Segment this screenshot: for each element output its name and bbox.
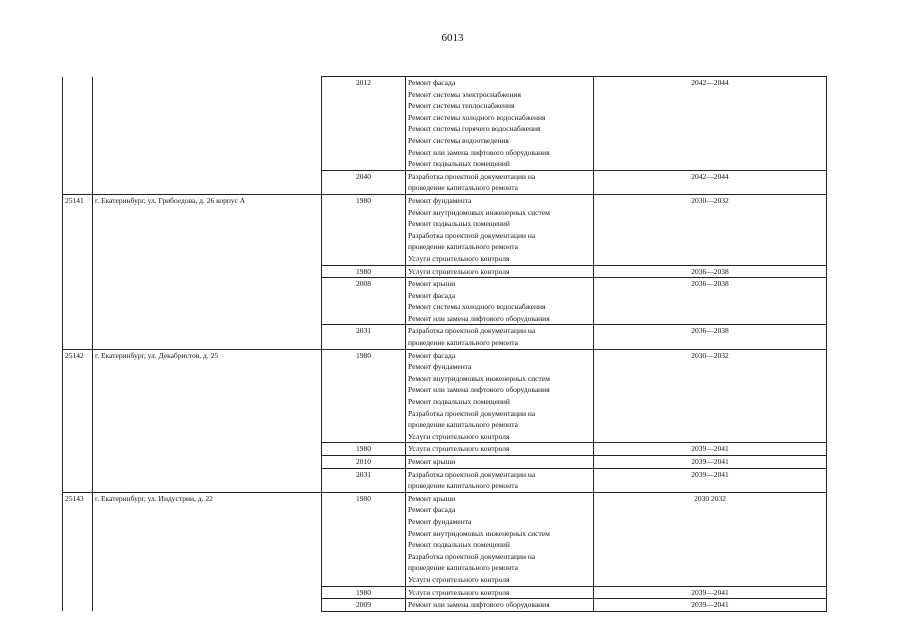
work-item: Ремонт системы горячего водоснабжения bbox=[408, 124, 541, 134]
address-cell bbox=[93, 77, 322, 171]
house-number-cell bbox=[63, 443, 93, 456]
work-item: проведение капитального ремонта bbox=[408, 563, 518, 573]
works-cell bbox=[406, 170, 594, 194]
year-cell: 2040 bbox=[322, 170, 406, 194]
address-cell bbox=[93, 468, 322, 492]
work-item: Разработка проектной документации на bbox=[408, 230, 536, 240]
year-cell: 2012 bbox=[322, 77, 406, 171]
period-cell: 2036—2038 bbox=[594, 325, 827, 349]
address-cell bbox=[93, 278, 322, 325]
works-cell bbox=[406, 77, 594, 171]
period-cell: 2039—2041 bbox=[594, 599, 827, 612]
table-row bbox=[63, 77, 827, 171]
address-cell: г. Екатеринбург, ул. Индустрии, д. 22 bbox=[93, 492, 322, 586]
work-item: Ремонт фасада bbox=[408, 290, 456, 300]
work-item: Ремонт системы теплоснабжения bbox=[408, 101, 515, 111]
work-item: Услуги строительного контроля bbox=[408, 574, 510, 584]
works-cell bbox=[406, 586, 594, 599]
work-item: Ремонт крыши bbox=[408, 493, 456, 503]
work-item: проведение капитального ремонта bbox=[408, 183, 518, 193]
period-cell: 2039—2041 bbox=[594, 586, 827, 599]
address-cell bbox=[93, 599, 322, 612]
works-cell bbox=[406, 265, 594, 278]
year-cell: 2009 bbox=[322, 599, 406, 612]
work-item: Разработка проектной документации на bbox=[408, 408, 536, 418]
work-item: Ремонт фасада bbox=[408, 350, 456, 360]
work-item: Ремонт или замена лифтового оборудования bbox=[408, 147, 550, 157]
work-item: Ремонт фундамента bbox=[408, 195, 472, 205]
table-row bbox=[63, 586, 827, 599]
address-cell bbox=[93, 586, 322, 599]
work-item: проведение капитального ремонта bbox=[408, 338, 518, 348]
house-number-cell: 25143 bbox=[63, 492, 93, 586]
work-item: Ремонт подвальных помещений bbox=[408, 397, 510, 407]
table-row bbox=[63, 468, 827, 492]
house-number-cell bbox=[63, 278, 93, 325]
address-cell bbox=[93, 443, 322, 456]
work-item: Ремонт или замена лифтового оборудования bbox=[408, 385, 550, 395]
work-item: Ремонт фундамента bbox=[408, 362, 472, 372]
period-cell: 2039—2041 bbox=[594, 468, 827, 492]
table-body bbox=[63, 77, 827, 612]
period-cell: 2039—2041 bbox=[594, 456, 827, 469]
work-item: Ремонт фундамента bbox=[408, 516, 472, 526]
address-cell bbox=[93, 265, 322, 278]
work-item: Ремонт системы электроснабжения bbox=[408, 89, 521, 99]
year-cell: 1980 bbox=[322, 265, 406, 278]
work-item: Ремонт подвальных помещений bbox=[408, 159, 510, 169]
work-item: Услуги строительного контроля bbox=[408, 253, 510, 263]
table-row bbox=[63, 325, 827, 349]
works-cell bbox=[406, 456, 594, 469]
work-item: проведение капитального ремонта bbox=[408, 242, 518, 252]
work-item: Ремонт системы холодного водоснабжения bbox=[408, 302, 546, 312]
address-cell bbox=[93, 456, 322, 469]
period-cell: 2036—2038 bbox=[594, 265, 827, 278]
table-row bbox=[63, 278, 827, 325]
work-item: Ремонт или замена лифтового оборудования bbox=[408, 313, 550, 323]
table-row bbox=[63, 456, 827, 469]
work-item: проведение капитального ремонта bbox=[408, 481, 518, 491]
page-number: 6013 bbox=[441, 32, 464, 44]
house-number-cell bbox=[63, 77, 93, 171]
house-number-cell bbox=[63, 265, 93, 278]
year-cell: 1980 bbox=[322, 443, 406, 456]
work-item: Ремонт фасада bbox=[408, 505, 456, 515]
year-cell: 1980 bbox=[322, 349, 406, 443]
work-item: Разработка проектной документации на bbox=[408, 326, 536, 336]
year-cell: 2010 bbox=[322, 456, 406, 469]
works-cell bbox=[406, 349, 594, 443]
works-cell bbox=[406, 599, 594, 612]
house-number-cell bbox=[63, 325, 93, 349]
work-item: Услуги строительного контроля bbox=[408, 587, 510, 597]
work-item: Разработка проектной документации на bbox=[408, 469, 536, 479]
table-row bbox=[63, 492, 827, 586]
year-cell: 1980 bbox=[322, 194, 406, 265]
year-cell: 2031 bbox=[322, 468, 406, 492]
capital-repair-table bbox=[62, 76, 827, 612]
table-row bbox=[63, 265, 827, 278]
table-row bbox=[63, 170, 827, 194]
work-item: Ремонт подвальных помещений bbox=[408, 540, 510, 550]
work-item: Ремонт подвальных помещений bbox=[408, 219, 510, 229]
works-cell bbox=[406, 278, 594, 325]
period-cell: 2030—2032 bbox=[594, 349, 827, 443]
period-cell: 2042—2044 bbox=[594, 170, 827, 194]
house-number-cell: 25142 bbox=[63, 349, 93, 443]
address-cell bbox=[93, 325, 322, 349]
year-cell: 1980 bbox=[322, 492, 406, 586]
work-item: Ремонт фасада bbox=[408, 78, 456, 87]
house-number-cell bbox=[63, 456, 93, 469]
house-number-cell bbox=[63, 586, 93, 599]
house-number-cell: 25141 bbox=[63, 194, 93, 265]
house-number-cell bbox=[63, 599, 93, 612]
work-item: Разработка проектной документации на bbox=[408, 551, 536, 561]
period-cell: 2039—2041 bbox=[594, 443, 827, 456]
address-cell bbox=[93, 170, 322, 194]
work-item: Услуги строительного контроля bbox=[408, 431, 510, 441]
house-number-cell bbox=[63, 170, 93, 194]
work-item: Ремонт внутридомовых инженерных систем bbox=[408, 373, 550, 383]
house-number-cell bbox=[63, 468, 93, 492]
table-row bbox=[63, 443, 827, 456]
work-item: Ремонт крыши bbox=[408, 457, 456, 466]
table-row bbox=[63, 349, 827, 443]
work-item: Разработка проектной документации на bbox=[408, 171, 536, 181]
address-cell: г. Екатеринбург, ул. Грибоедова, д. 26 корпус А bbox=[93, 194, 322, 265]
year-cell: 2031 bbox=[322, 325, 406, 349]
year-cell: 1980 bbox=[322, 586, 406, 599]
period-cell: 2030 2032 bbox=[594, 492, 827, 586]
address-cell: г. Екатеринбург, ул. Декабристов, д. 25 bbox=[93, 349, 322, 443]
period-cell: 2042—2044 bbox=[594, 77, 827, 171]
works-cell bbox=[406, 468, 594, 492]
works-cell bbox=[406, 443, 594, 456]
work-item: Ремонт системы водоотведения bbox=[408, 135, 509, 145]
period-cell: 2030—2032 bbox=[594, 194, 827, 265]
table-row bbox=[63, 194, 827, 265]
works-cell bbox=[406, 325, 594, 349]
works-cell bbox=[406, 492, 594, 586]
work-item: Услуги строительного контроля bbox=[408, 266, 510, 276]
work-item: Ремонт системы холодного водоснабжения bbox=[408, 112, 546, 122]
works-cell bbox=[406, 194, 594, 265]
work-item: проведение капитального ремонта bbox=[408, 420, 518, 430]
table-row bbox=[63, 599, 827, 612]
work-item: Ремонт внутридомовых инженерных систем bbox=[408, 528, 550, 538]
work-item: Ремонт крыши bbox=[408, 279, 456, 289]
year-cell: 2008 bbox=[322, 278, 406, 325]
period-cell: 2036—2038 bbox=[594, 278, 827, 325]
work-item: Ремонт внутридомовых инженерных систем bbox=[408, 207, 550, 217]
work-item: Ремонт или замена лифтового оборудования bbox=[408, 600, 550, 610]
work-item: Услуги строительного контроля bbox=[408, 444, 510, 454]
